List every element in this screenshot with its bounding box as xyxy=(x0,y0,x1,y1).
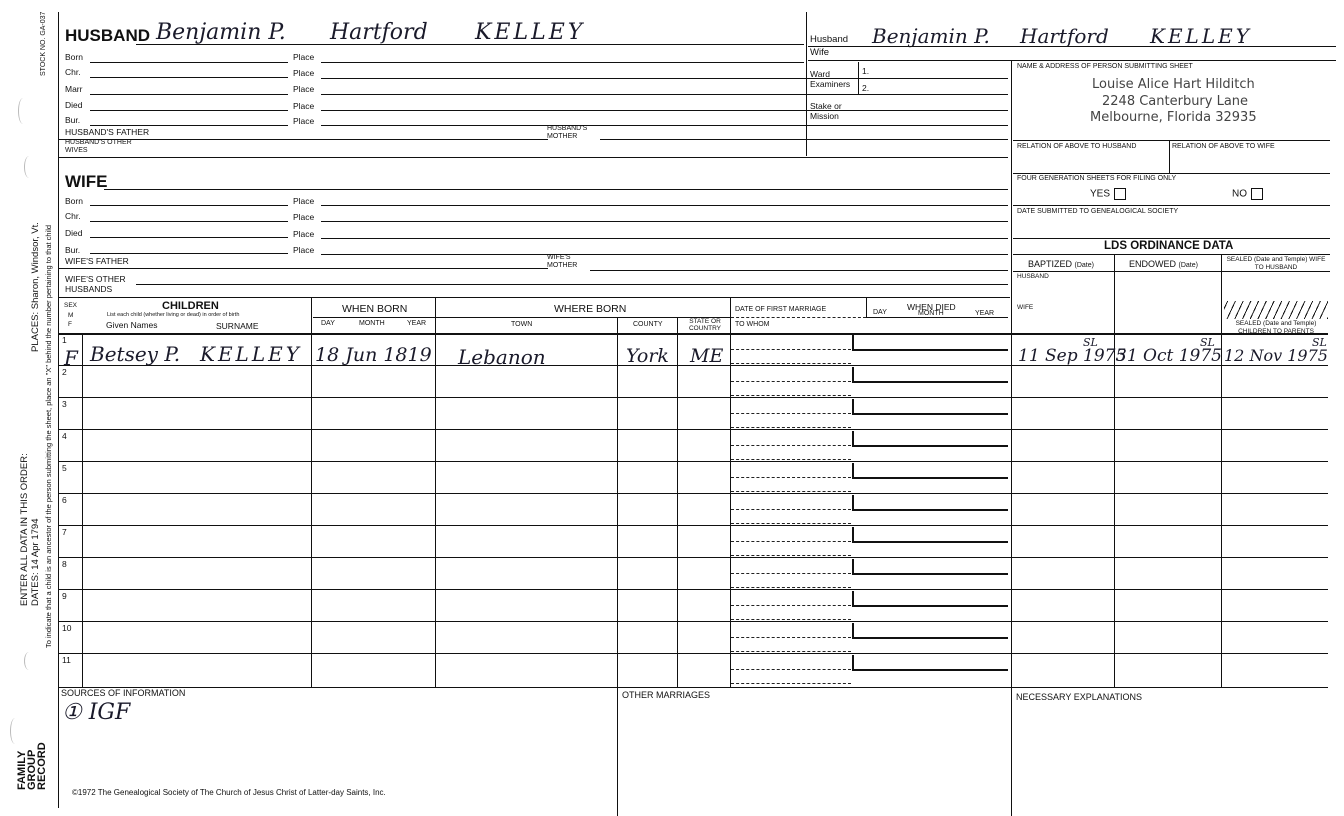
wife-died-label: Died xyxy=(65,228,83,238)
indicate-note: To indicate that a child is an ancestor of the person submitting the sheet, place an "X" behind the number pertaining to that child xyxy=(44,224,53,648)
death-date-field[interactable] xyxy=(852,559,1008,575)
child-row-number: 3 xyxy=(62,399,67,409)
to-whom-line xyxy=(731,491,851,492)
child-1-surname: KELLEY xyxy=(200,342,302,366)
child-1-state: ME xyxy=(690,345,724,367)
child-row-line xyxy=(58,397,1328,398)
grid-rule xyxy=(677,317,678,688)
husband-died-line xyxy=(90,110,288,111)
punch-hole xyxy=(10,718,20,744)
first-marriage-label: DATE OF FIRST MARRIAGE xyxy=(735,306,827,313)
explanations-label: NECESSARY EXPLANATIONS xyxy=(1016,692,1143,702)
four-gen-label: FOUR GENERATION SHEETS FOR FILING ONLY xyxy=(1017,175,1177,182)
sealed-children-label: SEALED (Date and Temple) CHILDREN TO PARENTS xyxy=(1235,320,1317,335)
left-border xyxy=(58,12,59,808)
record-title: FAMILY GROUP RECORD xyxy=(16,742,48,790)
born-month-label: MONTH xyxy=(359,320,385,327)
header-bottom-line xyxy=(58,333,1328,335)
wife-mother-line xyxy=(590,270,1008,271)
child-row-number: 9 xyxy=(62,591,67,601)
sources-value: ① IGF xyxy=(62,700,131,725)
born-year-label: YEAR xyxy=(407,320,427,327)
child-row-line xyxy=(58,525,1328,526)
husband-mother-line xyxy=(600,139,1008,140)
wife-bur-line xyxy=(90,253,288,254)
husband-label: HUSBAND xyxy=(65,26,150,45)
no-option[interactable] xyxy=(1232,188,1263,200)
state-label: STATE OR COUNTRY xyxy=(688,318,722,332)
wife-bur-place-line xyxy=(321,254,1008,255)
marriage-date-line xyxy=(731,605,851,606)
death-date-field[interactable] xyxy=(852,335,1008,351)
wife-died-place-label: Place xyxy=(293,229,315,239)
to-whom-label: TO WHOM xyxy=(735,321,770,328)
vertical-rule xyxy=(806,12,807,156)
wife-label: WIFE xyxy=(65,172,108,191)
death-date-field[interactable] xyxy=(852,527,1008,543)
grid-rule xyxy=(866,298,867,318)
copyright: ©1972 The Genealogical Society of The Church of Jesus Christ of Latter-day Saints, Inc. xyxy=(72,788,386,797)
when-died-label: WHEN DIED xyxy=(907,302,956,312)
wife-born-line xyxy=(90,205,288,206)
no-checkbox[interactable] xyxy=(1251,188,1263,200)
other-marriages-label: OTHER MARRIAGES xyxy=(622,690,711,700)
given-names-label: Given Names xyxy=(106,320,158,330)
wife-chr-place-line xyxy=(321,221,1008,222)
four-gen-line xyxy=(1013,173,1330,174)
died-month-label: MONTH xyxy=(918,310,944,317)
husband-died-place-line xyxy=(321,110,1008,111)
child-row-line xyxy=(58,589,1328,590)
yes-checkbox[interactable] xyxy=(1114,188,1126,200)
husband-chr-line xyxy=(90,77,288,78)
child-row-number: 6 xyxy=(62,495,67,505)
when-born-label: WHEN BORN xyxy=(342,303,408,315)
yes-option[interactable] xyxy=(1090,188,1126,200)
child-row-number: 7 xyxy=(62,527,67,537)
to-whom-line xyxy=(731,395,851,396)
wife-chr-line xyxy=(90,221,288,222)
baptized-label xyxy=(1028,259,1094,269)
child-row-number: 5 xyxy=(62,463,67,473)
wife-father-line xyxy=(58,268,548,269)
children-title: CHILDREN xyxy=(162,300,219,312)
marriage-date-line xyxy=(731,445,851,446)
to-whom-line xyxy=(731,619,851,620)
child-row-number: 10 xyxy=(62,623,72,633)
died-header-line xyxy=(866,317,1008,318)
child-row-line xyxy=(58,557,1328,558)
marriage-date-line xyxy=(731,637,851,638)
examiner-2: 2. xyxy=(862,83,870,93)
relation-husband-label: RELATION OF ABOVE TO HUSBAND xyxy=(1017,143,1137,150)
endowed-label xyxy=(1129,259,1198,269)
husband-bur-line xyxy=(90,125,288,126)
lds-wife-row: WIFE xyxy=(1017,304,1034,311)
death-date-field[interactable] xyxy=(852,431,1008,447)
lds-title: LDS ORDINANCE DATA xyxy=(1104,240,1234,252)
child-1-name: Betsey P. xyxy=(90,342,181,366)
husband-mother-label: HUSBAND'S MOTHER xyxy=(547,125,588,140)
husband-marr-label: Marr xyxy=(65,84,83,94)
marriage-header-dash xyxy=(731,317,866,318)
marriage-date-line xyxy=(731,413,851,414)
surname-label: SURNAME xyxy=(216,321,259,331)
child-row-line xyxy=(58,493,1328,494)
to-whom-line xyxy=(731,459,851,460)
husband-marr-line xyxy=(90,94,288,95)
vertical-rule xyxy=(1011,60,1012,816)
husband-chr-place-label: Place xyxy=(293,68,315,78)
child-row-line xyxy=(58,621,1328,622)
date-submitted-label: DATE SUBMITTED TO GENEALOGICAL SOCIETY xyxy=(1017,208,1179,215)
baptized-text: BAPTIZED xyxy=(1028,259,1073,269)
husband-born-place-label: Place xyxy=(293,52,315,62)
child-1-baptized: 11 Sep 1975 xyxy=(1018,346,1127,366)
marriage-date-line xyxy=(731,573,851,574)
husband-bur-label: Bur. xyxy=(65,115,81,125)
to-whom-line xyxy=(731,555,851,556)
marriage-date-line xyxy=(731,509,851,510)
wife-born-label: Born xyxy=(65,196,83,206)
child-row-line xyxy=(58,429,1328,430)
to-whom-line xyxy=(731,587,851,588)
relation-wife-label: RELATION OF ABOVE TO WIFE xyxy=(1172,143,1275,150)
husband-died-label: Died xyxy=(65,100,83,110)
town-label: TOWN xyxy=(511,321,533,328)
death-date-field[interactable] xyxy=(852,655,1008,671)
child-1-town: Lebanon xyxy=(458,345,546,369)
wife-other-husbands-line xyxy=(136,284,1008,285)
lds-header-line xyxy=(1013,271,1330,272)
died-year-label: YEAR xyxy=(975,310,995,317)
husband-born-label: Born xyxy=(65,52,83,62)
wife-died-line xyxy=(90,237,288,238)
examiner-line xyxy=(808,94,1008,95)
child-1-end-temple: SL xyxy=(1200,336,1215,349)
sex-f: F xyxy=(68,321,72,328)
wife-born-place-label: Place xyxy=(293,196,315,206)
places-note: PLACES: Sharon, Windsor, Vt. xyxy=(30,222,41,352)
wife-father-label: WIFE'S FATHER xyxy=(65,256,129,266)
endowed-text: ENDOWED xyxy=(1129,259,1176,269)
husband-died-place-label: Place xyxy=(293,101,315,111)
lds-column-rule xyxy=(1114,254,1115,688)
husband-marr-place-label: Place xyxy=(293,84,315,94)
child-row-number: 1 xyxy=(62,335,67,345)
hatched-cell xyxy=(1224,301,1328,319)
footer-divider xyxy=(617,687,618,816)
marriage-date-line xyxy=(731,669,851,670)
examiner-1: 1. xyxy=(862,66,870,76)
husband-father-label: HUSBAND'S FATHER xyxy=(65,127,150,137)
grid-rule xyxy=(82,333,83,688)
husband-surname: KELLEY xyxy=(475,20,586,45)
section-divider xyxy=(58,157,1008,158)
husband-given-name: Benjamin P. xyxy=(156,20,286,45)
husband-chr-label: Chr. xyxy=(65,67,81,77)
where-born-label: WHERE BORN xyxy=(554,303,627,315)
born-day-label: DAY xyxy=(321,320,335,327)
sealed-wife-label: SEALED (Date and Temple) WIFE TO HUSBAND xyxy=(1226,256,1326,271)
child-1-sealed: 12 Nov 1975 xyxy=(1224,346,1328,365)
to-whom-line xyxy=(731,427,851,428)
relation-line xyxy=(1013,140,1330,141)
submitter-address1: 2248 Canterbury Lane xyxy=(1102,94,1249,109)
sources-label: SOURCES OF INFORMATION xyxy=(61,688,186,698)
punch-hole xyxy=(18,98,28,124)
to-whom-line xyxy=(731,523,851,524)
wife-chr-place-label: Place xyxy=(293,212,315,222)
lds-top-line xyxy=(1013,238,1330,239)
punch-hole xyxy=(24,652,34,670)
sex-m: M xyxy=(68,312,74,319)
child-row-line xyxy=(58,461,1328,462)
wife-name-line xyxy=(104,189,1008,190)
submitter-label: NAME & ADDRESS OF PERSON SUBMITTING SHEET xyxy=(1017,63,1193,70)
examiners-label: Examiners xyxy=(810,79,851,89)
death-date-field[interactable] xyxy=(852,463,1008,479)
wife-bur-place-label: Place xyxy=(293,245,315,255)
marriage-date-line xyxy=(731,477,851,478)
wife-chr-label: Chr. xyxy=(65,211,81,221)
section-divider xyxy=(58,297,1010,298)
endowed-date-paren: (Date) xyxy=(1178,262,1198,269)
children-note: List each child (whether living or dead) in order of birth xyxy=(107,312,240,318)
died-day-label: DAY xyxy=(873,309,887,316)
wife-mother-label: WIFE'S MOTHER xyxy=(547,254,578,269)
submitter-name: Louise Alice Hart Hilditch xyxy=(1092,77,1255,92)
right-husband-label: Husband xyxy=(810,34,849,45)
husband-born-line xyxy=(90,62,288,63)
punch-hole xyxy=(24,156,34,178)
husband-born-place-line xyxy=(321,62,804,63)
right-husband-line xyxy=(808,46,1336,47)
right-husband-given: Benjamin P. xyxy=(872,24,990,48)
right-wife-line xyxy=(808,60,1336,61)
grid-rule xyxy=(617,317,618,688)
wife-born-place-line xyxy=(321,205,1008,206)
header-subline xyxy=(313,317,730,318)
death-date-field[interactable] xyxy=(852,495,1008,511)
child-1-born: 18 Jun 1819 xyxy=(315,344,432,366)
husband-middle-name: Hartford xyxy=(330,20,428,45)
child-row-number: 4 xyxy=(62,431,67,441)
child-1-seal-temple: SL xyxy=(1312,336,1327,349)
baptized-date-paren: (Date) xyxy=(1074,262,1094,269)
submitter-address2: Melbourne, Florida 32935 xyxy=(1090,110,1257,125)
sex-label: SEX xyxy=(64,302,78,309)
to-whom-line xyxy=(731,683,851,684)
county-label: COUNTY xyxy=(633,321,663,328)
marriage-date-line xyxy=(731,541,851,542)
right-husband-surname: KELLEY xyxy=(1150,24,1252,48)
right-husband-middle: Hartford xyxy=(1020,24,1109,48)
date-submitted-line xyxy=(1013,205,1330,206)
child-row-number: 8 xyxy=(62,559,67,569)
death-date-field[interactable] xyxy=(852,367,1008,383)
child-1-bap-temple: SL xyxy=(1083,336,1098,349)
ward-label: Ward xyxy=(810,69,830,79)
marriage-date-line xyxy=(731,381,851,382)
footer-top-line xyxy=(58,687,1328,688)
to-whom-line xyxy=(731,363,851,364)
child-1-county: York xyxy=(626,345,669,367)
wife-other-husbands-label: WIFE'S OTHER HUSBANDS xyxy=(65,274,126,294)
enter-all-note: ENTER ALL DATA IN THIS ORDER: xyxy=(19,453,30,606)
child-1-endowed: 31 Oct 1975 xyxy=(1116,346,1222,366)
child-row-number: 11 xyxy=(62,655,71,665)
lds-title-line xyxy=(1013,254,1330,255)
death-date-field[interactable] xyxy=(852,591,1008,607)
dates-note: DATES: 14 Apr 1794 xyxy=(30,518,41,606)
marriage-date-line xyxy=(731,349,851,350)
lds-column-rule xyxy=(1221,254,1222,688)
death-date-field[interactable] xyxy=(852,399,1008,415)
stock-number: STOCK NO. GA-037 xyxy=(40,11,47,76)
husband-bur-place-line xyxy=(321,125,1008,126)
lds-husband-row: HUSBAND xyxy=(1017,273,1049,280)
wife-bur-label: Bur. xyxy=(65,245,81,255)
husband-other-wives-label: HUSBAND'S OTHER WIVES xyxy=(65,139,132,154)
relation-divider xyxy=(1169,140,1170,173)
death-date-field[interactable] xyxy=(852,623,1008,639)
yes-label: YES xyxy=(1090,188,1111,200)
child-1-sex: F xyxy=(64,346,78,370)
to-whom-line xyxy=(731,651,851,652)
right-wife-label: Wife xyxy=(810,47,829,58)
no-label: NO xyxy=(1232,188,1247,200)
child-row-line xyxy=(58,653,1328,654)
child-row-number: 2 xyxy=(62,367,67,377)
wife-died-place-line xyxy=(321,238,1008,239)
husband-bur-place-label: Place xyxy=(293,116,315,126)
stake-label: Stake or Mission xyxy=(810,101,842,121)
